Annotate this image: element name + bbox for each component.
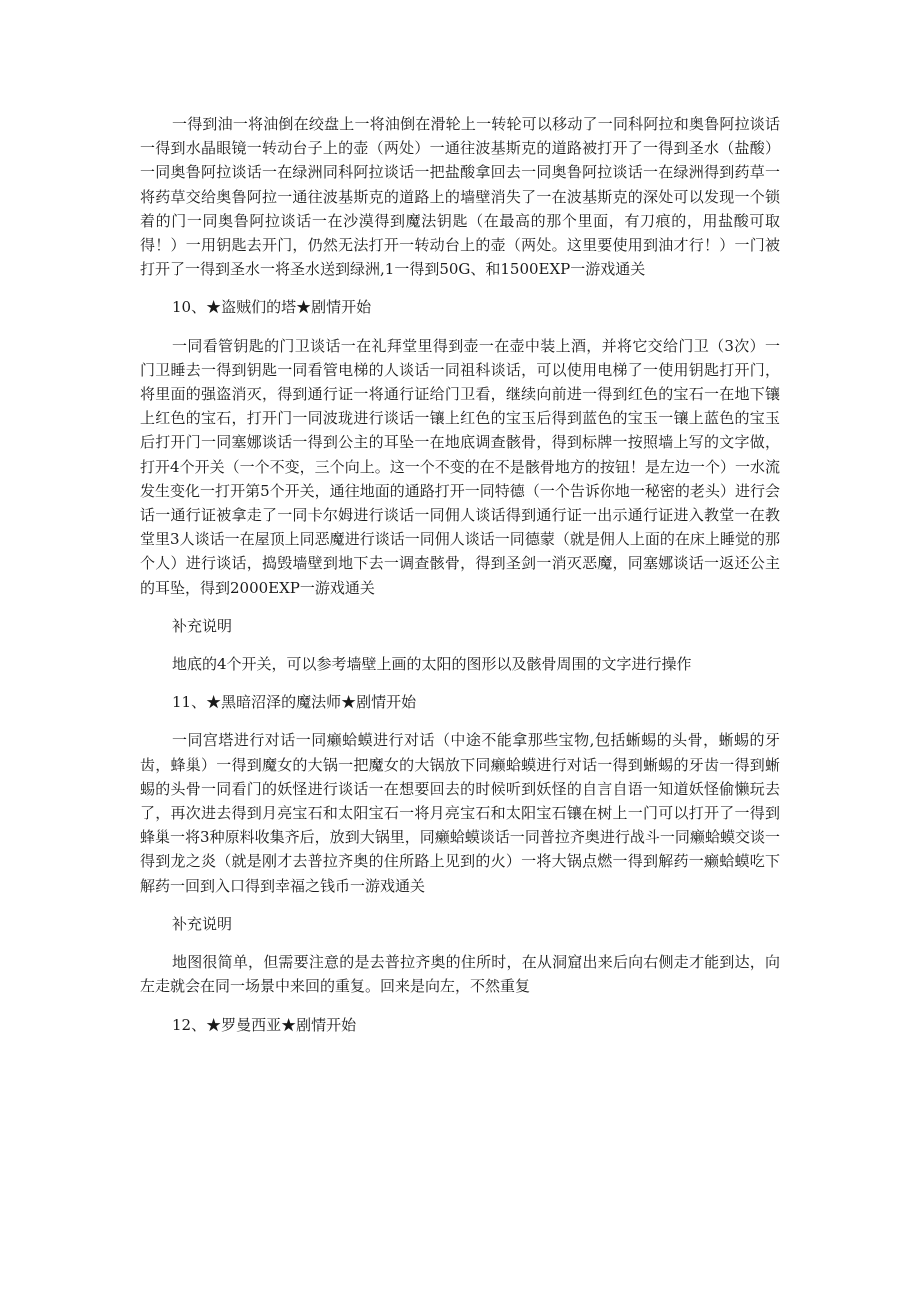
paragraph-walkthrough-9-end: 一得到油一将油倒在绞盘上一将油倒在滑轮上一转轮可以移动了一同科阿拉和奥鲁阿拉谈话一得到水晶眼镜一转动台子上的壶（两处）一通往波基斯克的道路被打开了一得到圣水（盐酸）一同奥鲁阿拉谈话一在绿洲同科阿拉谈话一把盐酸拿回去一同奥鲁阿拉谈话一在绿洲得到药草一将药草交给奥鲁阿拉一通往波基斯克的道路上的墙壁消失了一在波基斯克的深处可以发现一个锁着的门一同奥鲁阿拉谈话一在沙漠得到魔法钥匙（在最高的那个里面，有刀痕的，用盐酸可取得！）一用钥匙去开门，仍然无法打开一转动台上的壶（两处。这里要使用到油才行！）一门被打开了一得到圣水一将圣水送到绿洲,1一得到50G、和1500EXP一游戏通关 [140,115,780,279]
paragraph-walkthrough-11: 一同宫塔进行对话一同癞蛤蟆进行对话（中途不能拿那些宝物,包括蜥蜴的头骨，蜥蜴的牙齿，蜂巢）一得到魔女的大锅一把魔女的大锅放下同癞蛤蟆进行对话一得到蜥蜴的牙齿一得到蜥蜴的头骨一同看门的妖怪进行谈话一在想要回去的时候听到妖怪的自言自语一知道妖怪偷懒玩去了，再次进去得到月亮宝石和太阳宝石一将月亮宝石和太阳宝石镶在树上一门可以打开了一得到蜂巢一将3种原料收集齐后，放到大锅里，同癞蛤蟆谈话一同普拉齐奥进行战斗一同癞蛤蟆交谈一得到龙之炎（就是刚才去普拉齐奥的住所路上见到的火）一将大锅点燃一得到解药一癞蛤蟆吃下解药一回到入口得到幸福之钱币一游戏通关 [140,731,780,895]
section-heading-11: 11、★黑暗沼泽的魔法师★剧情开始 [172,693,417,712]
supplement-label-11: 补充说明 [172,914,233,933]
paragraph-supplement-11: 地图很简单，但需要注意的是去普拉齐奥的住所时，在从洞窟出来后向右侧走才能到达，向左走就会在同一场景中来回的重复。回来是向左，不然重复 [140,953,780,996]
paragraph-supplement-10: 地底的4个开关，可以参考墙壁上画的太阳的图形以及骸骨周围的文字进行操作 [172,655,692,674]
paragraph-walkthrough-10: 一同看管钥匙的门卫谈话一在礼拜堂里得到壶一在壶中装上酒，并将它交给门卫（3次）一门卫睡去一得到钥匙一同看管电梯的人谈话一同祖科谈话，可以使用电梯了一使用钥匙打开门，将里面的强盗消灭，得到通行证一将通行证给门卫看，继续向前进一得到红色的宝石一在地下镶上红色的宝石，打开门一同波珑进行谈话一镶上红色的宝玉后得到蓝色的宝玉一镶上蓝色的宝玉后打开门一同塞娜谈话一得到公主的耳坠一在地底调查骸骨，得到标牌一按照墙上写的文字做，打开4个开关（一个不变，三个向上。这一个不变的在不是骸骨地方的按钮！是左边一个）一水流发生变化一打开第5个开关，通往地面的通路打开一同特德（一个告诉你地一秘密的老头）进行会话一通行证被拿走了一同卡尔姆进行谈话一同佣人谈话得到通行证一出示通行证进入教堂一在教堂里3人谈话一在屋顶上同恶魔进行谈话一同佣人谈话一同德蒙（就是佣人上面的在床上睡觉的那个人）进行谈话，捣毁墙壁到地下去一调查骸骨，得到圣剑一消灭恶魔，同塞娜谈话一返还公主的耳坠，得到2000EXP一游戏通关 [140,336,780,597]
section-heading-10: 10、★盗贼们的塔★剧情开始 [172,298,372,317]
document-page [140,112,780,1051]
section-heading-12: 12、★罗曼西亚★剧情开始 [172,1015,357,1034]
supplement-label-10: 补充说明 [172,616,233,635]
